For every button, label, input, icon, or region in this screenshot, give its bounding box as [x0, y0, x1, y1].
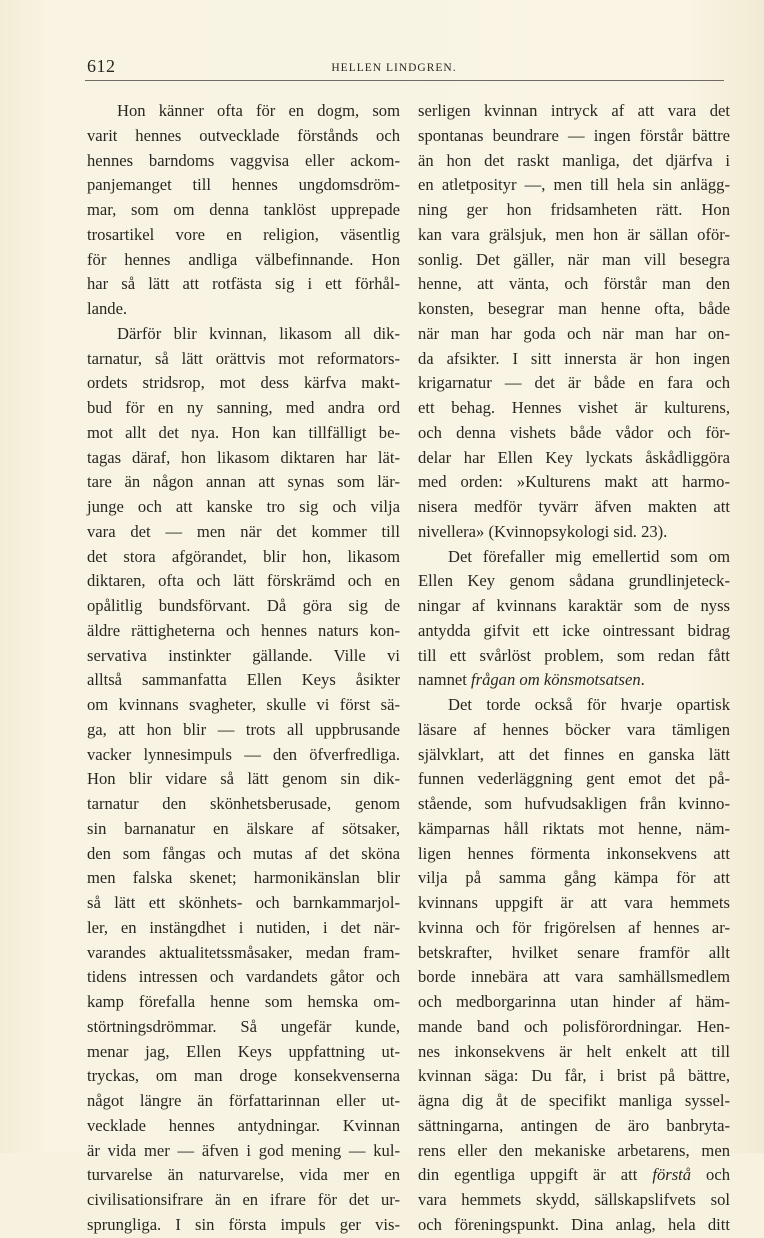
text-line: hennes barndoms vaggvisa eller ackom- — [87, 150, 400, 170]
text-line: varit hennes outvecklade förstånds och — [87, 125, 400, 145]
text-line: vara hemmets skydd, sällskapslifvets sol — [418, 1190, 730, 1209]
text-line: junge och att kanske tro sig och vilja — [87, 497, 400, 516]
text-line: har så lätt att rotfästa sig i ett förhål- — [87, 274, 400, 294]
text-line: till ett svårlöst problem, som redan fått — [418, 645, 730, 665]
text-line: henne, att vänta, och förstår man den — [418, 274, 730, 294]
italic-text: frågan om könsmotsatsen — [471, 670, 641, 690]
text-line: konsten, besegrar man henne ofta, både — [418, 299, 730, 318]
text-line: rens eller den mekaniske arbetarens, men — [418, 1140, 730, 1160]
text-line: för hennes andliga välbefinnande. Hon — [87, 249, 400, 269]
text-line: da afsikter. I sitt innersta är hon ingen — [418, 348, 730, 368]
text-line: sprungliga. I sin första impuls ger vis- — [87, 1214, 400, 1234]
text-line: och föreningspunkt. Dina anlag, hela ditt — [418, 1214, 730, 1234]
text-line: än hon det raskt manliga, det djärfva i — [418, 150, 730, 170]
text-line: mar, som om denna tanklöst upprepade — [87, 200, 400, 219]
text-line: lande. — [87, 299, 128, 318]
text-line: störtningsdrömmar. Så ungefär kunde, — [87, 1016, 400, 1036]
text-line: ning ger hon fridsamheten rätt. Hon — [418, 200, 730, 219]
text-line: borde innebära att vara samhällsmedlem — [418, 967, 730, 987]
text-line: bud för en ny sanning, med andra ord — [87, 398, 400, 417]
text-line: Det förefaller mig emellertid som om — [448, 546, 730, 566]
text-line: Hon känner ofta för en dogm, som — [117, 101, 400, 120]
text-span: . — [640, 670, 645, 690]
text-line: diktaren, ofta och lätt förskrämd och en — [87, 571, 400, 591]
text-line: ningar af kvinnans karaktär som de nyss — [418, 596, 730, 615]
text-line: vilja på samma gång kämpa för att — [418, 868, 730, 888]
text-line: sin barnanatur en älskare af sötsaker, — [87, 818, 400, 838]
text-line: tarnatur, så lätt orättvis mot reformators- — [87, 348, 400, 368]
text-line: spontanas beundrare — ingen förstår bättre — [418, 125, 730, 145]
text-line: kvinnans uppgift är att vara hemmets — [418, 893, 730, 912]
text-line: varandes aktualitetssmåsaker, medan fram- — [87, 942, 400, 962]
text-line: nes inkonsekvens är helt enkelt att till — [418, 1041, 730, 1061]
text-line: Det torde också för hvarje opartisk — [448, 695, 730, 714]
text-line: ordets stridsrop, mot dess kärfva makt- — [87, 373, 400, 393]
text-line: krigarnatur — det är både en fara och — [418, 373, 730, 393]
text-span: namnet — [418, 670, 471, 690]
text-line: turvarelse än naturvarelse, vida mer en — [87, 1165, 400, 1185]
left-column — [87, 99, 400, 1238]
text-line: betskrafter, hvilket senare framför allt — [418, 942, 730, 962]
text-line: sättningarna, antingen de äro banbryta- — [418, 1115, 730, 1135]
text-line: och medborgarinna utan hinder af häm- — [418, 992, 730, 1011]
text-line: delar har Ellen Key lyckats åskådliggöra — [418, 447, 730, 467]
right-column — [418, 99, 730, 1238]
text-line: Därför blir kvinnan, likasom all dik- — [117, 323, 400, 343]
text-line: ett behag. Hennes vishet är kulturens, — [418, 398, 730, 417]
text-line: nivellera» (Kvinnopsykologi sid. 23). — [418, 521, 668, 541]
text-line: mande band och polisförordningar. Hen- — [418, 1016, 730, 1036]
text-line: äldre rättigheterna och hennes naturs kon- — [87, 620, 400, 640]
text-line: ägna dig åt de specifikt manliga syssel- — [418, 1091, 730, 1110]
text-line: opålitlig bundsförvant. Då göra sig de — [87, 596, 400, 615]
text-line: tidens intressen och vardandets gåtor och — [87, 967, 400, 987]
text-line: om kvinnans svagheter, skulle vi först sä- — [87, 695, 400, 714]
text-line: ligen hennes förmenta inkonsekvens att — [418, 843, 730, 863]
text-line: stående, som hufvudsakligen från kvinno- — [418, 794, 730, 813]
text-line: tarnatur den skönhetsberusade, genom — [87, 794, 400, 813]
text-line: tryckas, om man droge konsekvenserna — [87, 1066, 400, 1086]
text-line: är vida mer — äfven i god mening — kul- — [87, 1140, 400, 1160]
text-line: Ellen Key genom sådana grundlinjeteck- — [418, 571, 730, 591]
text-line: serligen kvinnan intryck af att vara det — [418, 101, 730, 120]
text-line: det stora afgörandet, blir hon, likasom — [87, 546, 400, 566]
text-line: vecklade hennes antydningar. Kvinnan — [87, 1115, 400, 1135]
text-line: och denna vishets både vådor och för- — [418, 422, 730, 442]
text-line: Hon blir vidare så lätt genom sin dik- — [87, 769, 400, 789]
text-line: tare än någon annan att synas som lär- — [87, 472, 400, 492]
text-line: mot allt det nya. Hon kan tillfälligt be- — [87, 422, 400, 442]
text-line: läsare af hennes böcker vara tämligen — [418, 719, 730, 739]
text-line: men falska skenet; harmonikänslan blir — [87, 868, 400, 888]
header-rule — [85, 80, 724, 81]
text-line: kvinnan säga: Du får, i brist på bättre, — [418, 1066, 730, 1086]
text-span: och — [691, 1165, 730, 1185]
text-line: kämparnas håll riktats mot henne, näm- — [418, 818, 730, 838]
italic-text: förstå — [652, 1165, 692, 1185]
text-line: sonlig. Det gäller, när man vill besegra — [418, 249, 730, 269]
text-line: tagas däraf, hon likasom diktaren har lät- — [87, 447, 400, 467]
text-line: trosartikel vore en religion, väsentlig — [87, 224, 400, 244]
text-line: ga, att hon blir — trots all uppbrusande — [87, 719, 400, 739]
text-line: kvinna och för frigörelsen af hennes ar- — [418, 917, 730, 937]
text-line: vara det — men när det kommer till — [87, 521, 400, 541]
text-line — [418, 1163, 730, 1188]
running-title: HELLEN LINDGREN. — [331, 62, 457, 74]
text-line: självklart, att det finnes en ganska lätt — [418, 744, 730, 764]
text-line: vacker lynnesimpuls — den öfverfredliga. — [87, 744, 400, 764]
text-line: kan vara grälsjuk, men hon är sällan oför- — [418, 224, 730, 244]
text-line: civilisationsifrare än en ifrare för det ur- — [87, 1190, 400, 1209]
text-line: nisera medför tyvärr äfven makten att — [418, 497, 730, 516]
page-number: 612 — [87, 56, 116, 76]
text-line: menar jag, Ellen Keys uppfattning ut- — [87, 1041, 400, 1061]
text-line: något längre än författarinnan eller ut- — [87, 1091, 400, 1110]
text-line: kamp förefalla henne som hemska om- — [87, 992, 400, 1011]
text-line: antydda gifvit ett icke ointressant bidrag — [418, 620, 730, 640]
text-line: när man har goda och när man har on- — [418, 323, 730, 343]
text-span: din egentliga uppgift är att — [418, 1165, 653, 1185]
text-line: panjemanget till hennes ungdomsdröm- — [87, 175, 400, 195]
text-line: funnen vederläggning gent emot det på- — [418, 769, 730, 789]
text-line: alltså sammanfatta Ellen Keys åsikter — [87, 670, 400, 690]
text-line — [418, 668, 730, 693]
text-line: med orden: »Kulturens makt att harmo- — [418, 472, 730, 492]
text-line: en atletposityr —, men till hela sin anlägg- — [418, 175, 730, 195]
text-line: ler, en instängdhet i nutiden, i det när- — [87, 917, 400, 937]
text-line: den som fångas och mutas af det sköna — [87, 843, 400, 863]
text-line: servativa instinkter gällande. Ville vi — [87, 645, 400, 665]
text-line: så lätt ett skönhets- och barnkammarjol- — [87, 893, 400, 912]
